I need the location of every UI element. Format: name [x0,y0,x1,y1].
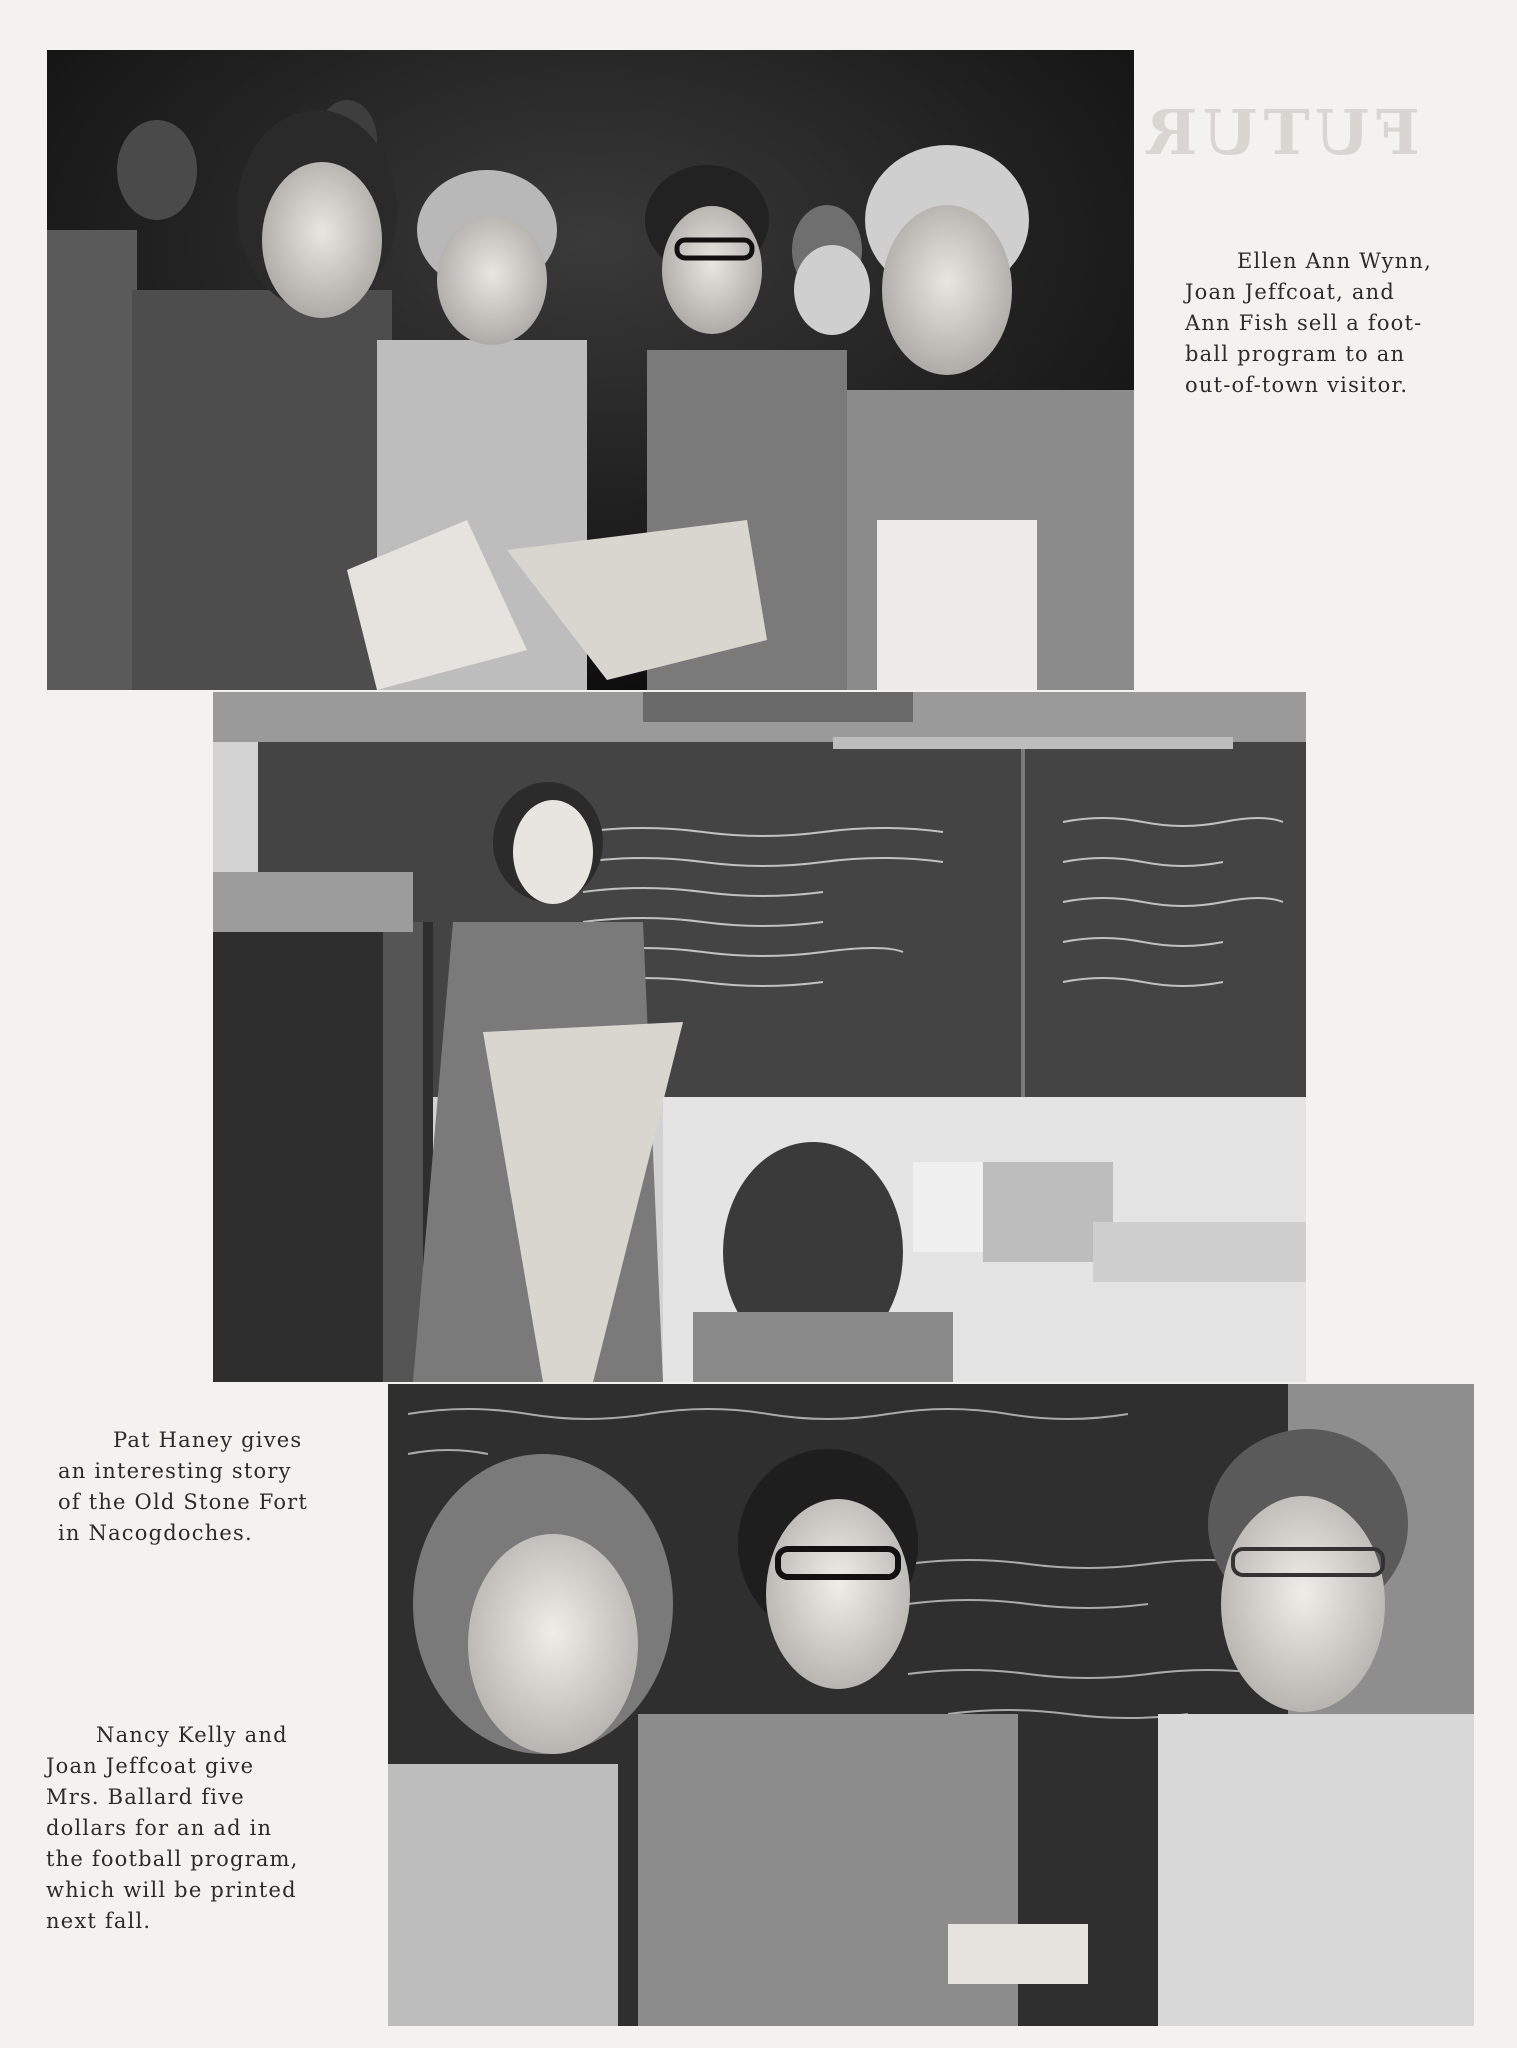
caption-line: Joan Jeffcoat, and [1185,280,1395,304]
classroom-report-photo [213,692,1306,1382]
caption-line: Ann Fish sell a foot- [1185,311,1423,335]
program-sale-photo [47,50,1134,690]
caption-program-sale [1185,246,1485,401]
caption-line: Joan Jeffcoat give [46,1754,255,1778]
caption-line: dollars for an ad in [46,1816,273,1840]
caption-line: Pat Haney gives [113,1428,303,1452]
caption-line: Ellen Ann Wynn, [1237,249,1432,273]
caption-line: of the Old Stone Fort [58,1490,309,1514]
caption-ad-payment [46,1720,366,1937]
ad-payment-image [388,1384,1474,2026]
caption-line: Nancy Kelly and [96,1723,288,1747]
caption-classroom-report [58,1425,358,1549]
caption-line: ball program to an [1185,342,1406,366]
bleed-through-text: FUTUR [1140,96,1420,169]
caption-line: an interesting story [58,1459,292,1483]
caption-line: next fall. [46,1909,152,1933]
caption-line: which will be printed [46,1878,297,1902]
program-sale-image [47,50,1134,690]
ad-payment-photo [388,1384,1474,2026]
caption-line: the football program, [46,1847,299,1871]
caption-line: Mrs. Ballard five [46,1785,245,1809]
caption-line: in Nacogdoches. [58,1521,253,1545]
classroom-image [213,692,1306,1382]
caption-line: out-of-town visitor. [1185,373,1409,397]
